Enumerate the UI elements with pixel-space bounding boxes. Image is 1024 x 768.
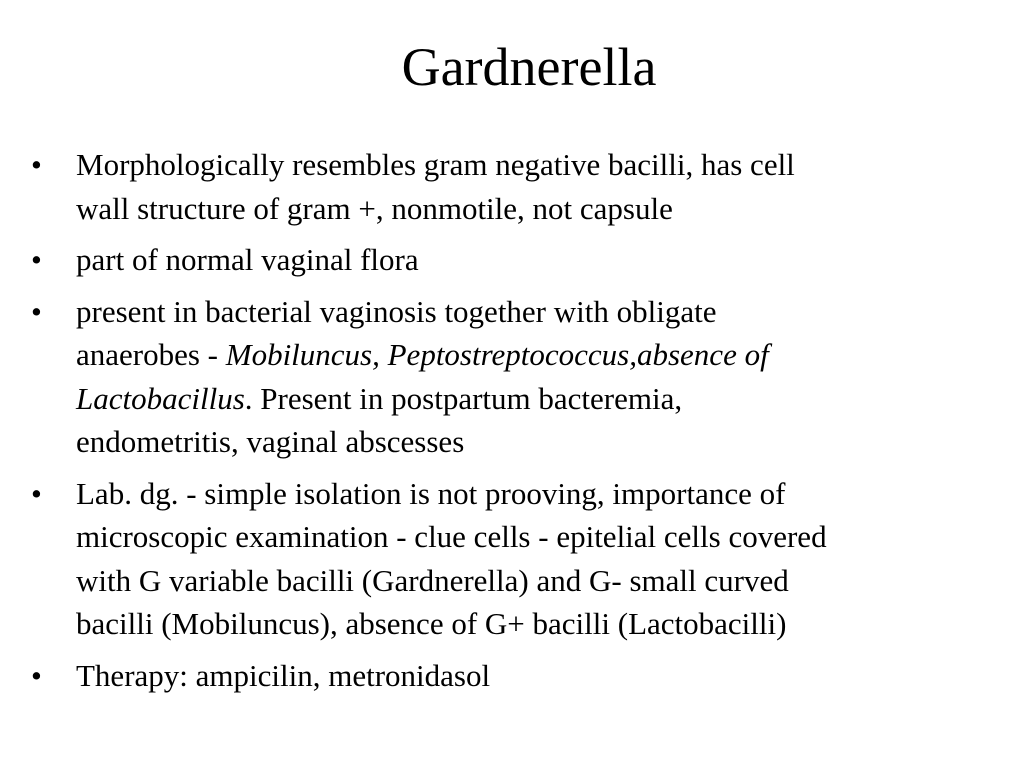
bullet-line: bacilli (Mobiluncus), absence of G+ bacilli (Lactobacilli) xyxy=(76,606,787,641)
bullet-icon: • xyxy=(31,293,42,329)
bullet-icon: • xyxy=(31,475,42,511)
bullet-icon: • xyxy=(31,657,42,693)
bullet-line: present in bacterial vaginosis together with obligate xyxy=(76,293,717,329)
bullet-item-lab-diagnosis xyxy=(0,472,1016,646)
organism-names: Mobiluncus, Peptostreptococcus,absence of xyxy=(225,337,769,372)
bullet-line xyxy=(76,377,1016,421)
bullet-item-normal-flora xyxy=(0,238,1016,282)
bullet-item-therapy xyxy=(0,654,1016,698)
bullet-line: part of normal vaginal flora xyxy=(76,242,419,277)
bullet-item-bacterial-vaginosis xyxy=(0,290,1016,464)
bullet-icon: • xyxy=(31,242,42,277)
bullet-text: . Present in postpartum bacteremia, xyxy=(244,380,683,416)
bullet-line: with G variable bacilli (Gardnerella) and G- small curved xyxy=(76,562,789,598)
bullet-icon: • xyxy=(31,147,42,182)
bullet-line: Morphologically resembles gram negative bacilli, has cell xyxy=(76,147,795,182)
bullet-line xyxy=(76,333,1016,377)
bullet-list xyxy=(0,143,1024,705)
bullet-line: endometritis, vaginal abscesses xyxy=(76,424,465,459)
bullet-line: Therapy: ampicilin, metronidasol xyxy=(76,657,491,693)
bullet-text: anaerobes - xyxy=(76,337,226,372)
slide-title: Gardnerella xyxy=(401,37,657,97)
bullet-line: microscopic examination - clue cells - epitelial cells covered xyxy=(76,519,827,554)
bullet-line: wall structure of gram +, nonmotile, not capsule xyxy=(76,190,673,226)
organism-name: Lactobacillus xyxy=(76,380,245,416)
bullet-line: Lab. dg. - simple isolation is not prooving, importance of xyxy=(76,475,786,511)
bullet-item-morphology xyxy=(0,143,1016,230)
